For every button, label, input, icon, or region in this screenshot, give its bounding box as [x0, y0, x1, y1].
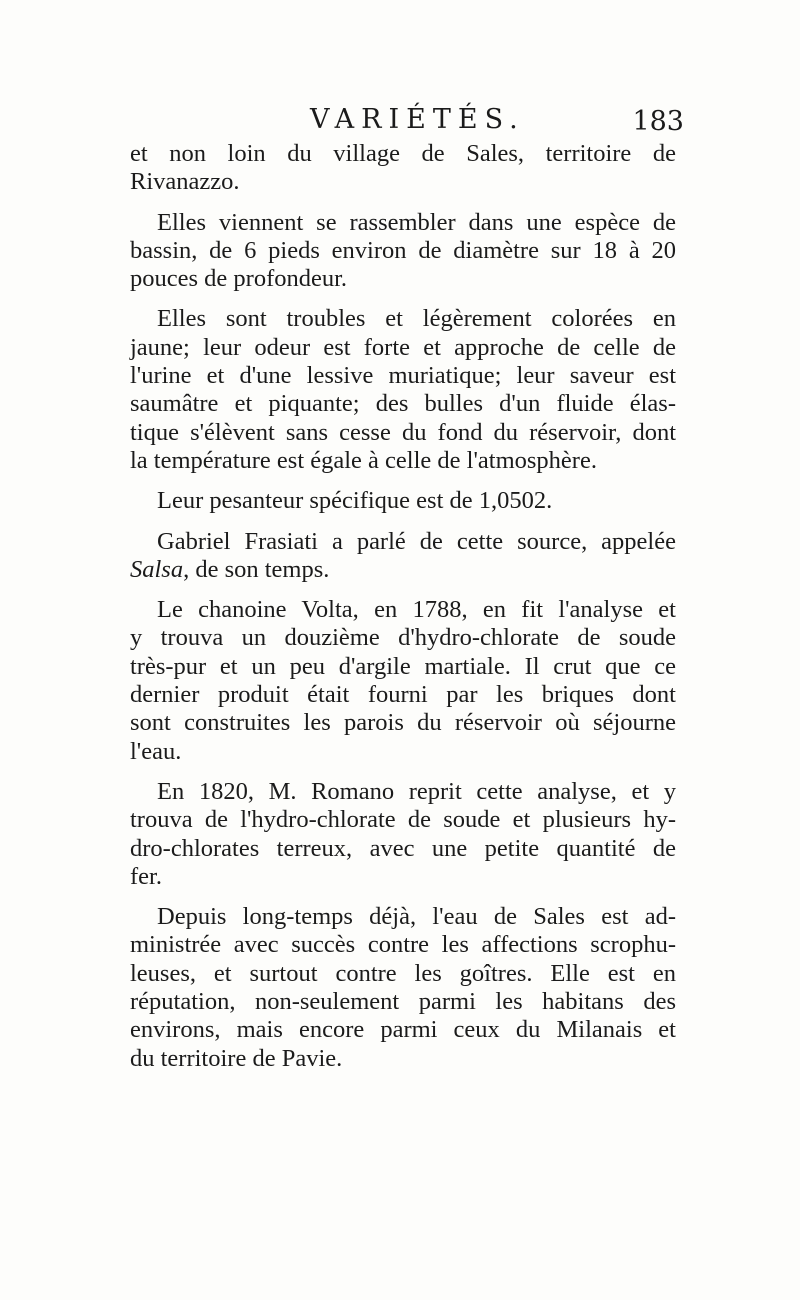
- page-number: 183: [632, 106, 684, 137]
- body-text: [130, 140, 676, 1085]
- paragraph-1: [130, 140, 676, 197]
- text-line: leuses, et surtout contre les goîtres. Elle est en: [130, 959, 676, 987]
- paragraph-3: [130, 305, 676, 475]
- text-line: fer.: [130, 862, 162, 890]
- text-line: l'eau.: [130, 737, 182, 765]
- paragraph-2: [130, 209, 676, 294]
- text-line: bassin, de 6 pieds environ de diamètre sur 18 à 20: [130, 236, 676, 264]
- text-line: sont construites les parois du réservoir où séjourne: [130, 709, 676, 737]
- text-line: réputation, non-seulement parmi les habitans des: [130, 988, 676, 1016]
- paragraph-5: [130, 528, 676, 585]
- text-line: Depuis long-temps déjà, l'eau de Sales est ad-: [157, 903, 676, 931]
- text-line: jaune; leur odeur est forte et approche de celle de: [130, 333, 676, 361]
- page-header: [140, 104, 684, 144]
- paragraph-8: [130, 903, 676, 1073]
- paragraph-7: [130, 778, 676, 891]
- text-line: pouces de profondeur.: [130, 265, 348, 293]
- text-line: [130, 556, 676, 584]
- text-line: y trouva un douzième d'hydro-chlorate de soude: [130, 624, 676, 652]
- text-fragment: , de son temps.: [183, 555, 330, 583]
- text-line: trouva de l'hydro-chlorate de soude et plusieurs hy-: [130, 806, 676, 834]
- text-line: Leur pesanteur spécifique est de 1,0502.: [157, 487, 553, 515]
- text-line: Elles sont troubles et légèrement colorées en: [157, 305, 676, 333]
- text-line: Le chanoine Volta, en 1788, en fit l'analyse et: [157, 596, 676, 624]
- text-line: tique s'élèvent sans cesse du fond du réservoir, dont: [130, 418, 676, 446]
- paragraph-4: [130, 487, 676, 515]
- paragraph-6: [130, 596, 676, 766]
- italic-source-name: Salsa: [130, 555, 184, 583]
- text-line: ministrée avec succès contre les affections scrophu-: [130, 931, 676, 959]
- text-line: du territoire de Pavie.: [130, 1044, 343, 1072]
- text-line: Gabriel Frasiati a parlé de cette source, appelée: [157, 527, 676, 555]
- running-title: VARIÉTÉS.: [310, 104, 525, 135]
- text-line: très-pur et un peu d'argile martiale. Il crut que ce: [130, 652, 676, 680]
- text-line: dro-chlorates terreux, avec une petite quantité de: [130, 834, 676, 862]
- text-line: la température est égale à celle de l'atmosphère.: [130, 446, 597, 474]
- text-line: saumâtre et piquante; des bulles d'un fluide élas-: [130, 390, 676, 418]
- text-line: Rivanazzo.: [130, 168, 240, 196]
- text-line: dernier produit était fourni par les briques dont: [130, 681, 676, 709]
- text-line: et non loin du village de Sales, territoire de: [130, 140, 676, 167]
- text-line: l'urine et d'une lessive muriatique; leur saveur est: [130, 362, 676, 390]
- text-line: Elles viennent se rassembler dans une espèce de: [157, 208, 676, 236]
- text-line: En 1820, M. Romano reprit cette analyse, et y: [157, 777, 676, 805]
- text-line: environs, mais encore parmi ceux du Milanais et: [130, 1016, 676, 1044]
